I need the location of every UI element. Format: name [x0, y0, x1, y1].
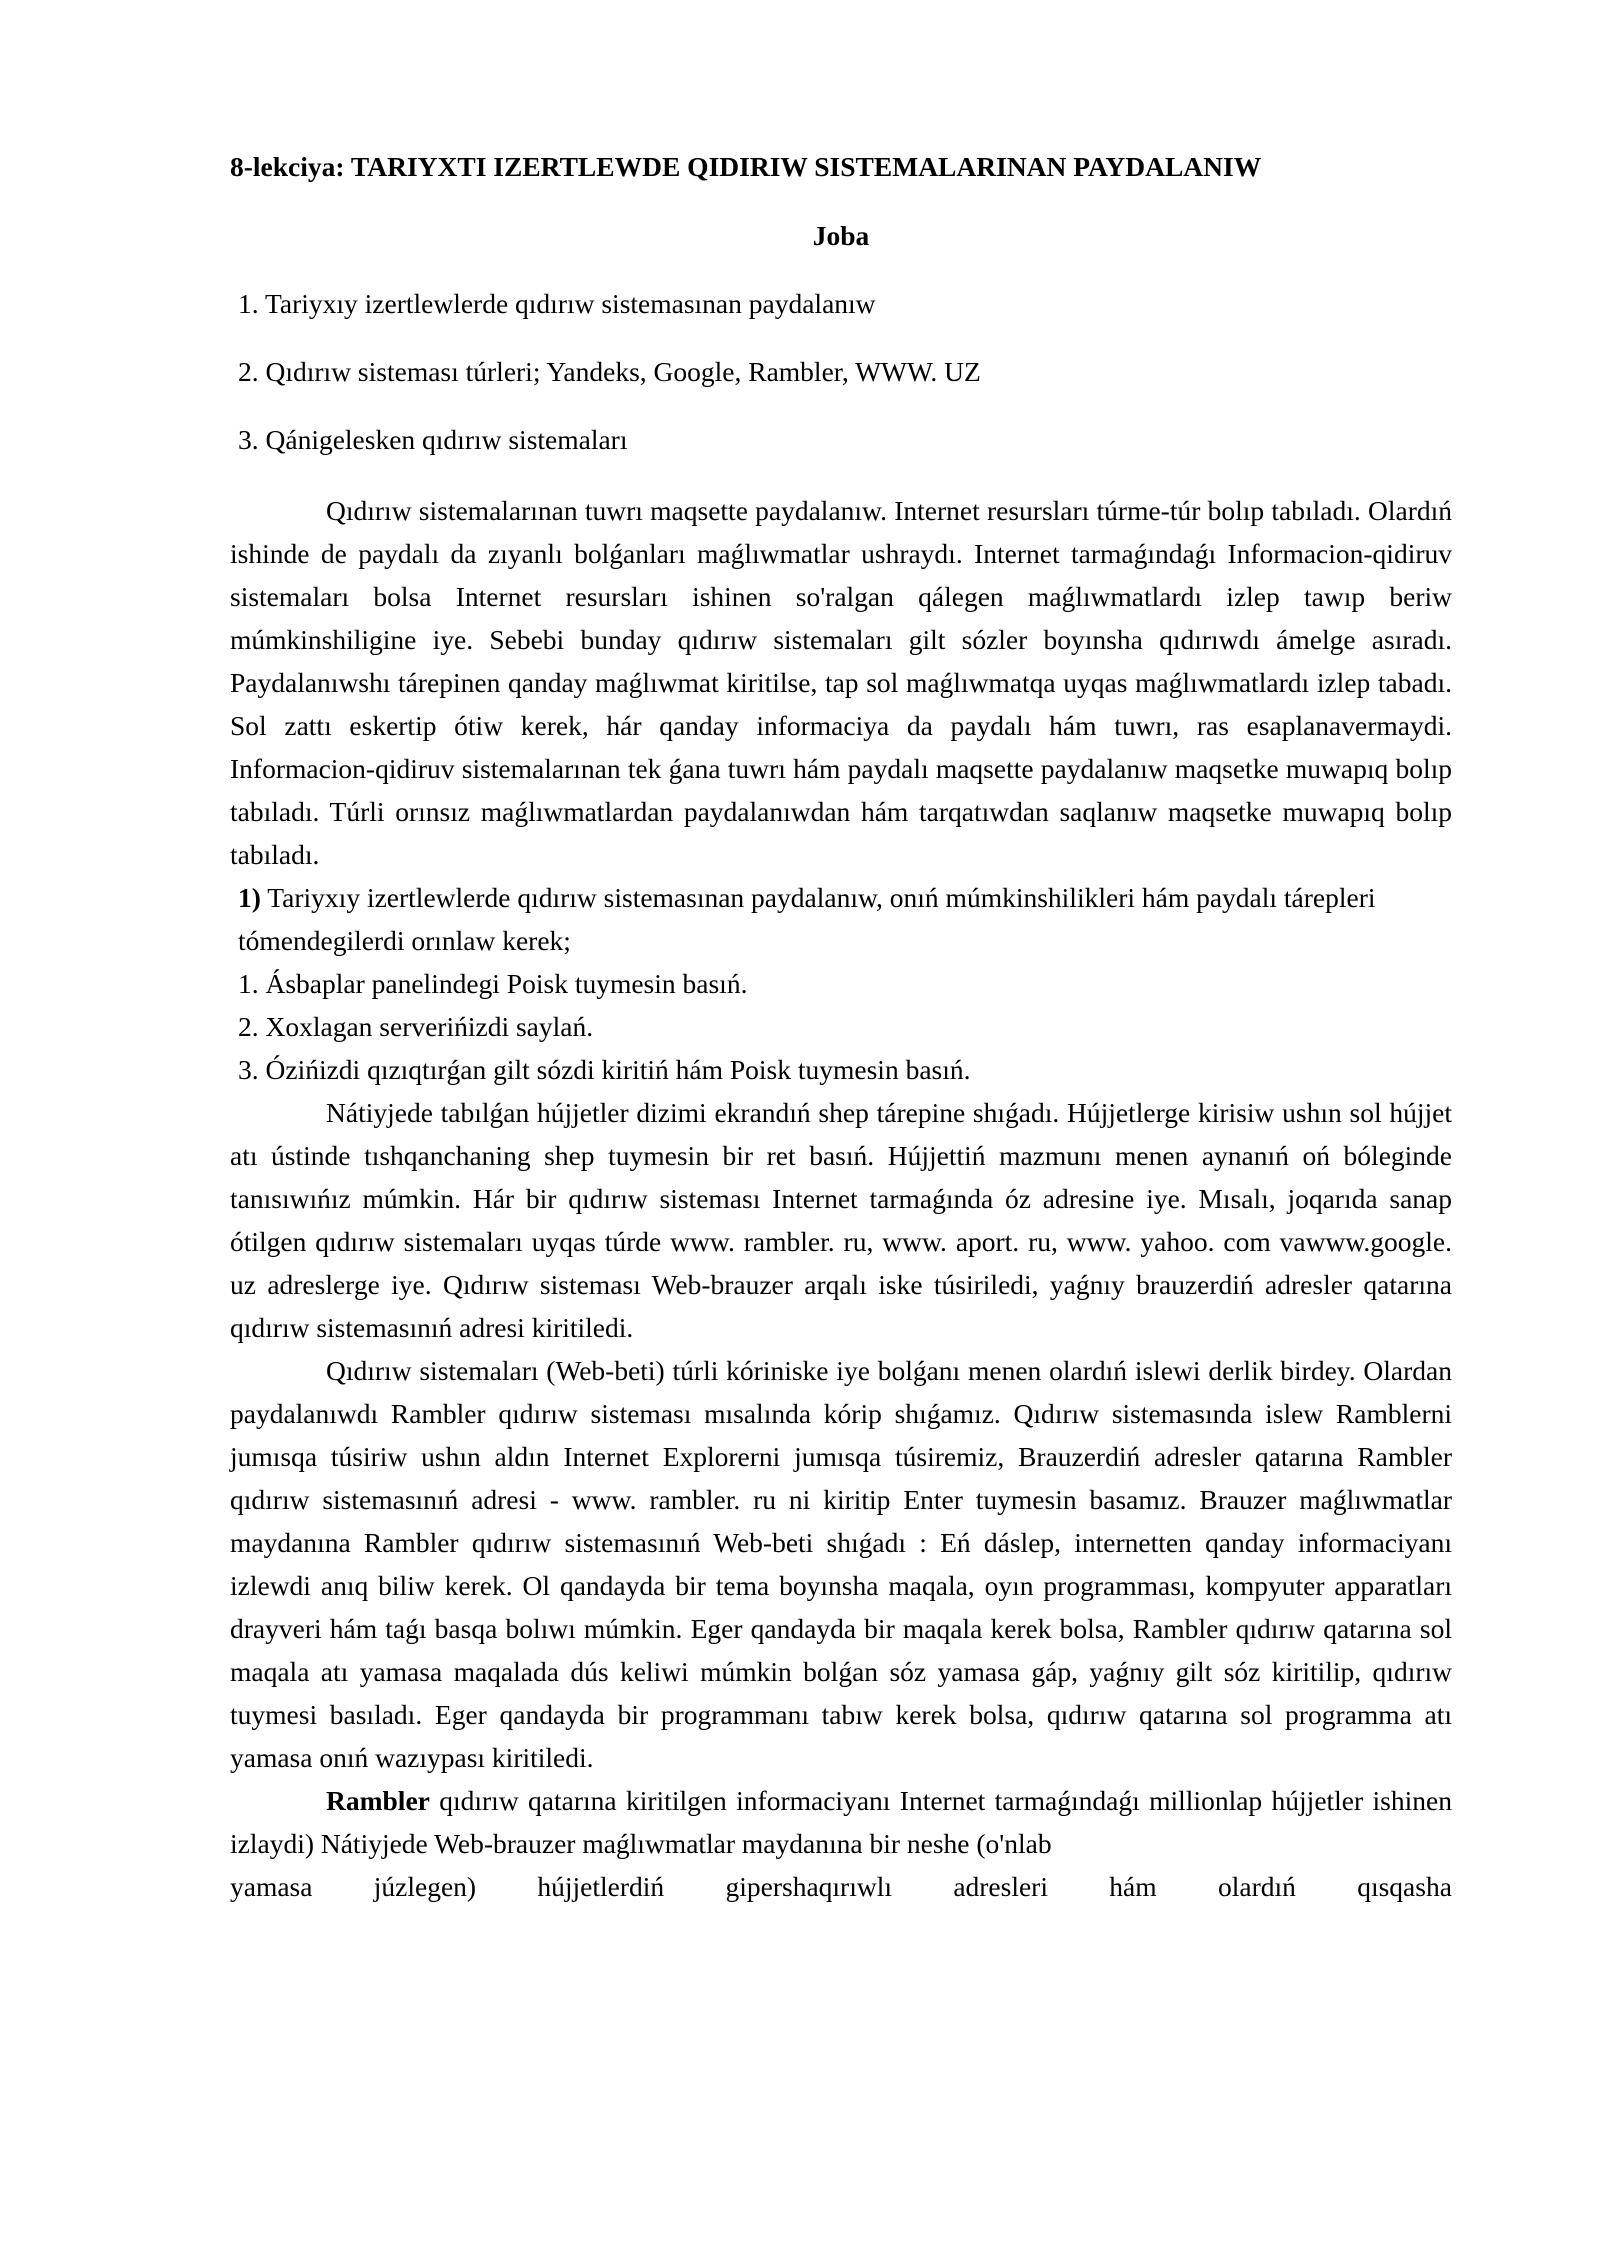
rambler-paragraph-last-line — [230, 1865, 1452, 1908]
last-line-word: júzlegen) — [373, 1871, 477, 1902]
last-line-word: qısqasha — [1357, 1871, 1452, 1902]
last-line-word: adresleri — [953, 1871, 1048, 1902]
plan-item-2: 2. Qıdırıw sisteması túrleri; Yandeks, Google, Rambler, WWW. UZ — [238, 356, 981, 387]
rambler-paragraph-text: qıdırıw qatarına kiritilgen informaciyanı Internet tarmaǵındaǵı millionlap hújjetler ishinen izlaydi) Nátiyjede Web-brauzer maǵlıwmatlar maydanına bir neshe (o'nlab — [230, 1785, 1452, 1859]
rambler-paragraph — [230, 1779, 1452, 1865]
section-1-title: Tariyxıy izertlewlerde qıdırıw sistemasınan paydalanıw, onıń múmkinshilikleri hám paydalı tárepleri — [260, 882, 1376, 913]
intro-paragraph: Qıdırıw sistemalarınan tuwrı maqsette paydalanıw. Internet resursları túrme-túr bolıp tabıladı. Olardıń ishinde de paydalı da zıyanlı bolǵanları maǵlıwmatlar ushraydı. Internet tarmaǵındaǵı Informacion-qidiruv sistemaları bolsa Internet resursları ishinen so'ralgan qálegen maǵlıwmatlardı izlep tawıp beriw múmkinshiligine iye. Sebebi bunday qıdırıw sistemaları gilt sózler boyınsha qıdırıwdı ámelge asıradı. Paydalanıwshı tárepinen qanday maǵlıwmat kiritilse, tap sol maǵlıwmatqa uyqas maǵlıwmatlardı izlep tabadı. Sol zattı eskertip ótiw kerek, hár qanday informaciya da paydalı hám tuwrı, ras esaplanavermaydi. Informacion-qidiruv sistemalarınan tek ǵana tuwrı hám paydalı maqsette paydalanıw maqsetke muwapıq bolıp tabıladı. Túrli orınsız maǵlıwmatlardan paydalanıwdan hám tarqatıwdan saqlanıw maqsetke muwapıq bolıp tabıladı. — [230, 495, 1452, 870]
document-page — [230, 145, 1452, 1908]
step-1: 1. Ásbaplar panelindegi Poisk tuymesin basıń. — [238, 968, 748, 999]
rambler-bold-term: Rambler — [326, 1785, 430, 1816]
last-line-word: hújjetlerdiń — [537, 1871, 665, 1902]
step-2: 2. Xoxlagan serverińizdi saylań. — [238, 1011, 594, 1042]
section-1-intro: tómendegilerdi orınlaw kerek; — [238, 925, 571, 956]
plan-heading: Joba — [812, 220, 870, 251]
last-line-word: hám — [1109, 1871, 1157, 1902]
last-line-word: olardıń — [1217, 1871, 1296, 1902]
rambler-usage-paragraph: Qıdırıw sistemaları (Web-beti) túrli kóriniske iye bolǵanı menen olardıń islewi derlik birdey. Olardan paydalanıwdı Rambler qıdırıw sisteması mısalında kórip shıǵamız. Qıdırıw sistemasında islew Ramblerni jumısqa túsiriw ushın aldın Internet Explorerni jumısqa túsiremiz, Brauzerdiń adresler qatarına Rambler qıdırıw sistemasınıń adresi - www. rambler. ru ni kiritip Enter tuymesin basamız. Brauzer maǵlıwmatlar maydanına Rambler qıdırıw sistemasınıń Web-beti shıǵadı : Eń dáslep, internetten qanday informaciyanı izlewdi anıq biliw kerek. Ol qandayda bir tema boyınsha maqala, oyın programması, kompyuter apparatları drayveri hám taǵı basqa bolıwı múmkin. Eger qandayda bir maqala kerek bolsa, Rambler qıdırıw qatarına sol maqala atı yamasa maqalada dús keliwi múmkin bolǵan sóz yamasa gáp, yaǵnıy gilt sóz kiritilip, qıdırıw tuymesi basıladı. Eger qandayda bir programmanı tabıw kerek bolsa, qıdırıw qatarına sol programma atı yamasa onıń wazıypası kiritiledi. — [230, 1355, 1452, 1773]
results-paragraph: Nátiyjede tabılǵan hújjetler dizimi ekrandıń shep tárepine shıǵadı. Hújjetlerge kirisiw ushın sol hújjet atı ústinde tıshqanchaning shep tuymesin bir ret basıń. Hújjettiń mazmunı menen aynanıń oń bóleginde tanısıwıńız múmkin. Hár bir qıdırıw sisteması Internet tarmaǵında óz adresine iye. Mısalı, joqarıda sanap ótilgen qıdırıw sistemaları uyqas túrde www. rambler. ru, www. aport. ru, www. yahoo. com vawww.google. uz adreslerge iye. Qıdırıw sisteması Web-brauzer arqalı iske túsiriledi, yaǵnıy brauzerdiń adresler qatarına qıdırıw sistemasınıń adresi kiritiledi. — [230, 1097, 1452, 1343]
section-1-heading — [230, 876, 1452, 919]
section-1-number: 1) — [238, 882, 261, 913]
last-line-word: yamasa — [230, 1871, 313, 1902]
plan-item-3: 3. Qánigelesken qıdırıw sistemaları — [238, 424, 628, 455]
plan-item-1: 1. Tariyxıy izertlewlerde qıdırıw sistemasınan paydalanıw — [238, 288, 876, 319]
lecture-title: 8-lekciya: TARIYXTI IZERTLEWDE QIDIRIW SISTEMALARINAN PAYDALANIW — [230, 151, 1262, 182]
last-line-word: gipershaqırıwlı — [725, 1871, 892, 1902]
step-3: 3. Ózińizdi qızıqtırǵan gilt sózdi kiritiń hám Poisk tuymesin basıń. — [238, 1054, 971, 1085]
